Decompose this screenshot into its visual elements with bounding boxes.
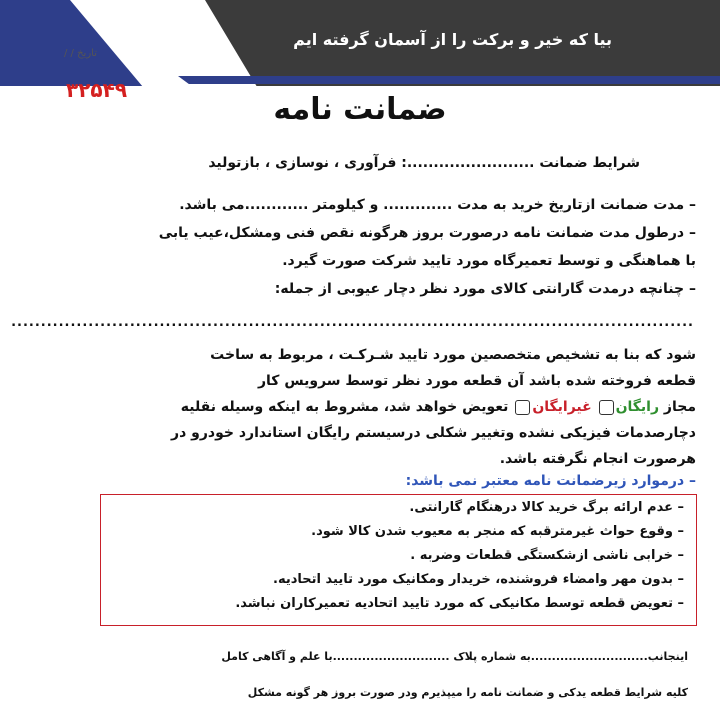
free-option-label: رایگان	[615, 399, 660, 415]
exception-item: – بدون مهر وامضاء فروشنده، خریدار ومکانیک مورد تایید اتحادیه.	[273, 572, 684, 587]
footer-line-1: اینجانب............................به شماره پلاک ............................با علم و آگاهی کامل	[221, 650, 688, 663]
free-checkbox[interactable]	[599, 400, 614, 415]
paragraph-line-3-start: مجاز	[663, 399, 696, 415]
footer-line-2: کلیه شرایط قطعه یدکی و ضمانت نامه را میپذیرم ودر صورت بروز هر گونه مشکل	[247, 686, 688, 699]
exception-item: – تعویض قطعه توسط مکانیکی که مورد تایید اتحادیه تعمیرکاران نباشد.	[235, 596, 684, 611]
header-slogan: بیا که خیر و برکت را از آسمان گرفته ایم	[293, 30, 612, 49]
exceptions-heading: – درموارد زیرضمانت نامه معتبر نمی باشد:	[405, 473, 696, 489]
paragraph-line-4: دچارصدمات فیزیکی نشده وتغییر شکلی درسیستم رایگان استاندارد خودرو در	[171, 425, 696, 441]
dotted-fill-line: ...................................................................................................................	[11, 315, 694, 330]
warranty-defect-line: – چنانچه درمدت گارانتی کالای مورد نظر دچار عیوبی از جمله:	[274, 281, 696, 297]
warranty-period-line: – مدت ضمانت ازتاریخ خرید به مدت ............. و کیلومتر ............می باشد.	[179, 197, 696, 213]
paragraph-line-1: شود که بنا به تشخیص متخصصین مورد تایید شـرکـت ، مربوط به ساخت	[210, 347, 696, 363]
paragraph-line-3	[181, 396, 696, 418]
warranty-fault-line: – درطول مدت ضمانت نامه درصورت بروز هرگونه نقص فنی ومشکل،عیب یابی	[158, 225, 696, 241]
exception-item: – وقوع حواث غیرمترقبه که منجر به معیوب شدن کالا شود.	[311, 524, 684, 539]
warranty-conditions-line: شرایط ضمانت ........................: فرآوری ، نوسازی ، بازتولید	[208, 155, 640, 171]
nonfree-checkbox[interactable]	[515, 400, 530, 415]
paragraph-line-2: قطعه فروخته شده باشد آن قطعه مورد نظر توسط سرویس کار	[257, 373, 696, 389]
date-label: تاریخ / /	[64, 48, 97, 59]
document-number: ۳۲۵۴۹	[66, 78, 128, 102]
exception-item: – عدم ارائه برگ خرید کالا درهنگام گارانتی.	[409, 500, 684, 515]
warranty-repair-line: با هماهنگی و توسط تعمیرگاه مورد تایید شرکت صورت گیرد.	[282, 253, 696, 269]
paragraph-line-3-end: تعویض خواهد شد، مشروط به اینکه وسیله نقلیه	[180, 399, 509, 415]
exception-item: – خرابی ناشی ازشکستگی قطعات وضربه .	[410, 548, 684, 563]
paragraph-line-5: هرصورت انجام نگرفته باشد.	[499, 451, 696, 467]
page-title: ضمانت نامه	[273, 92, 447, 127]
header-blue-stripe	[178, 76, 720, 84]
nonfree-option-label: غیرایگان	[532, 399, 592, 415]
